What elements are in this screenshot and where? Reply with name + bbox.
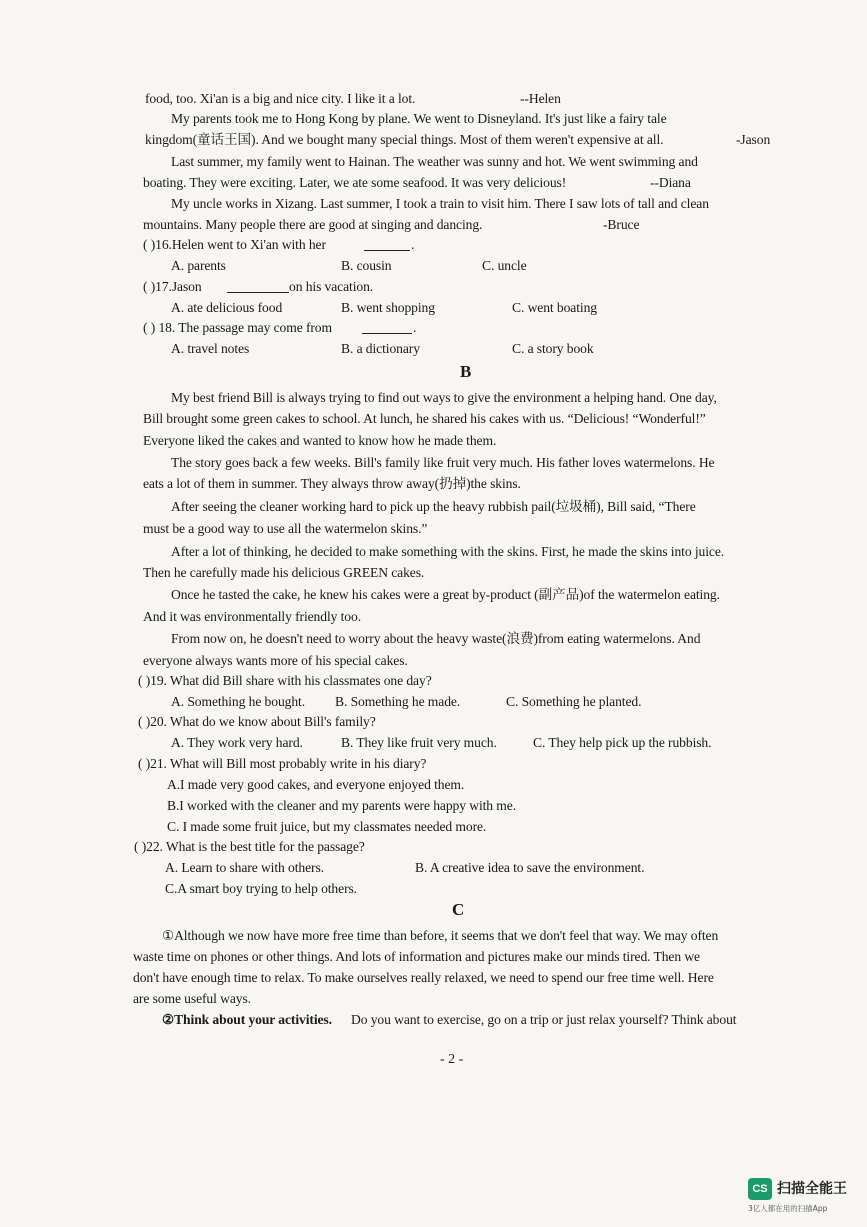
page-number: - 2 - [440, 1052, 464, 1067]
text-line: Do you want to exercise, go on a trip or just relax yourself? Think about [351, 1012, 737, 1027]
text-line: C.A smart boy trying to help others. [165, 881, 357, 896]
text-line: kingdom(童话王国). And we bought many special things. Most of them weren't expensive at all. [145, 132, 664, 147]
text-line: A.I made very good cakes, and everyone enjoyed them. [167, 777, 465, 792]
text-line: B. Something he made. [335, 694, 461, 709]
text-line: C. went boating [512, 300, 597, 315]
text-line: And it was environmentally friendly too. [143, 609, 361, 624]
text-line: ( )22. What is the best title for the passage? [134, 839, 365, 854]
camscanner-logo-icon: CS [748, 1178, 772, 1200]
text-line: C. uncle [482, 258, 527, 273]
text-line: A. Learn to share with others. [165, 860, 324, 875]
text-line: A. travel notes [171, 341, 250, 356]
text-line: ( )21. What will Bill most probably write in his diary? [138, 756, 427, 771]
text-line: everyone always wants more of his special cakes. [143, 653, 408, 668]
text-line: ( )17.Jason [143, 279, 202, 294]
text-line: Everyone liked the cakes and wanted to know how he made them. [143, 433, 497, 448]
text-line: B. a dictionary [341, 341, 420, 356]
text-line: eats a lot of them in summer. They always throw away(扔掉)the skins. [143, 476, 521, 491]
text-line: Then he carefully made his delicious GREEN cakes. [143, 565, 425, 580]
section-heading: B [460, 362, 472, 381]
text-line: B. went shopping [341, 300, 435, 315]
text-line: . [411, 237, 415, 252]
text-line: My parents took me to Hong Kong by plane. We went to Disneyland. It's just like a fairy tale [171, 111, 667, 126]
text-line: don't have enough time to relax. To make ourselves really relaxed, we need to spend our free time well. Here [133, 970, 714, 985]
text-line: My uncle works in Xizang. Last summer, I took a train to visit him. There I saw lots of tall and clean [171, 196, 709, 211]
text-line: From now on, he doesn't need to worry about the heavy waste(浪费)from eating watermelons. And [171, 631, 701, 646]
text-line: B. cousin [341, 258, 392, 273]
text-line: must be a good way to use all the watermelon skins.” [143, 521, 428, 536]
text-line: Once he tasted the cake, he knew his cakes were a great by-product (副产品)of the watermelon eating. [171, 587, 720, 602]
text-line: A. They work very hard. [171, 735, 303, 750]
text-line: C. I made some fruit juice, but my classmates needed more. [167, 819, 487, 834]
text-line: waste time on phones or other things. And lots of information and pictures make our minds tired. Then we [133, 949, 700, 964]
text-line: --Diana [650, 175, 691, 190]
text-line: -Bruce [603, 217, 640, 232]
text-line: ( )19. What did Bill share with his classmates one day? [138, 673, 432, 688]
text-line: Bill brought some green cakes to school. At lunch, he shared his cakes with us. “Delicious! “Wonderful!” [143, 411, 706, 426]
text-line: A. parents [171, 258, 226, 273]
text-line: C. a story book [512, 341, 594, 356]
answer-blank [364, 238, 410, 251]
text-line: B. A creative idea to save the environment. [415, 860, 645, 875]
text-line: C. They help pick up the rubbish. [533, 735, 712, 750]
text-line: B. They like fruit very much. [341, 735, 497, 750]
text-line: My best friend Bill is always trying to find out ways to give the environment a helping hand. One day, [171, 390, 717, 405]
watermark-subtitle: 3亿人都在用的扫描App [748, 1204, 828, 1213]
text-line: C. Something he planted. [506, 694, 642, 709]
text-line: are some useful ways. [133, 991, 251, 1006]
text-line: . [413, 320, 417, 335]
text-line: A. ate delicious food [171, 300, 283, 315]
text-line: food, too. Xi'an is a big and nice city. I like it a lot. [145, 91, 416, 106]
text-line: mountains. Many people there are good at singing and dancing. [143, 217, 483, 232]
section-heading: C [452, 900, 465, 919]
text-line: boating. They were exciting. Later, we ate some seafood. It was very delicious! [143, 175, 567, 190]
text-line: A. Something he bought. [171, 694, 306, 709]
watermark-title: 扫描全能王 [777, 1181, 847, 1197]
text-line: Last summer, my family went to Hainan. The weather was sunny and hot. We went swimming and [171, 154, 698, 169]
text-line: ( ) 18. The passage may come from [143, 320, 332, 335]
text-line: ( )20. What do we know about Bill's family? [138, 714, 376, 729]
answer-blank [362, 321, 412, 334]
text-line: on his vacation. [289, 279, 374, 294]
text-line: B.I worked with the cleaner and my parents were happy with me. [167, 798, 517, 813]
text-line: ①Although we now have more free time than before, it seems that we don't feel that way. We may often [162, 928, 719, 943]
section-subheading: ②Think about your activities. [162, 1012, 332, 1027]
text-line: The story goes back a few weeks. Bill's family like fruit very much. His father loves watermelons. He [171, 455, 715, 470]
text-line: After seeing the cleaner working hard to pick up the heavy rubbish pail(垃圾桶), Bill said, “There [171, 499, 696, 514]
text-line: After a lot of thinking, he decided to make something with the skins. First, he made the skins into juice. [171, 544, 725, 559]
answer-blank [227, 280, 289, 293]
text-line: --Helen [520, 91, 561, 106]
scanner-watermark [748, 1176, 863, 1218]
text-line: ( )16.Helen went to Xi'an with her [143, 237, 326, 252]
text-line: -Jason [736, 132, 771, 147]
